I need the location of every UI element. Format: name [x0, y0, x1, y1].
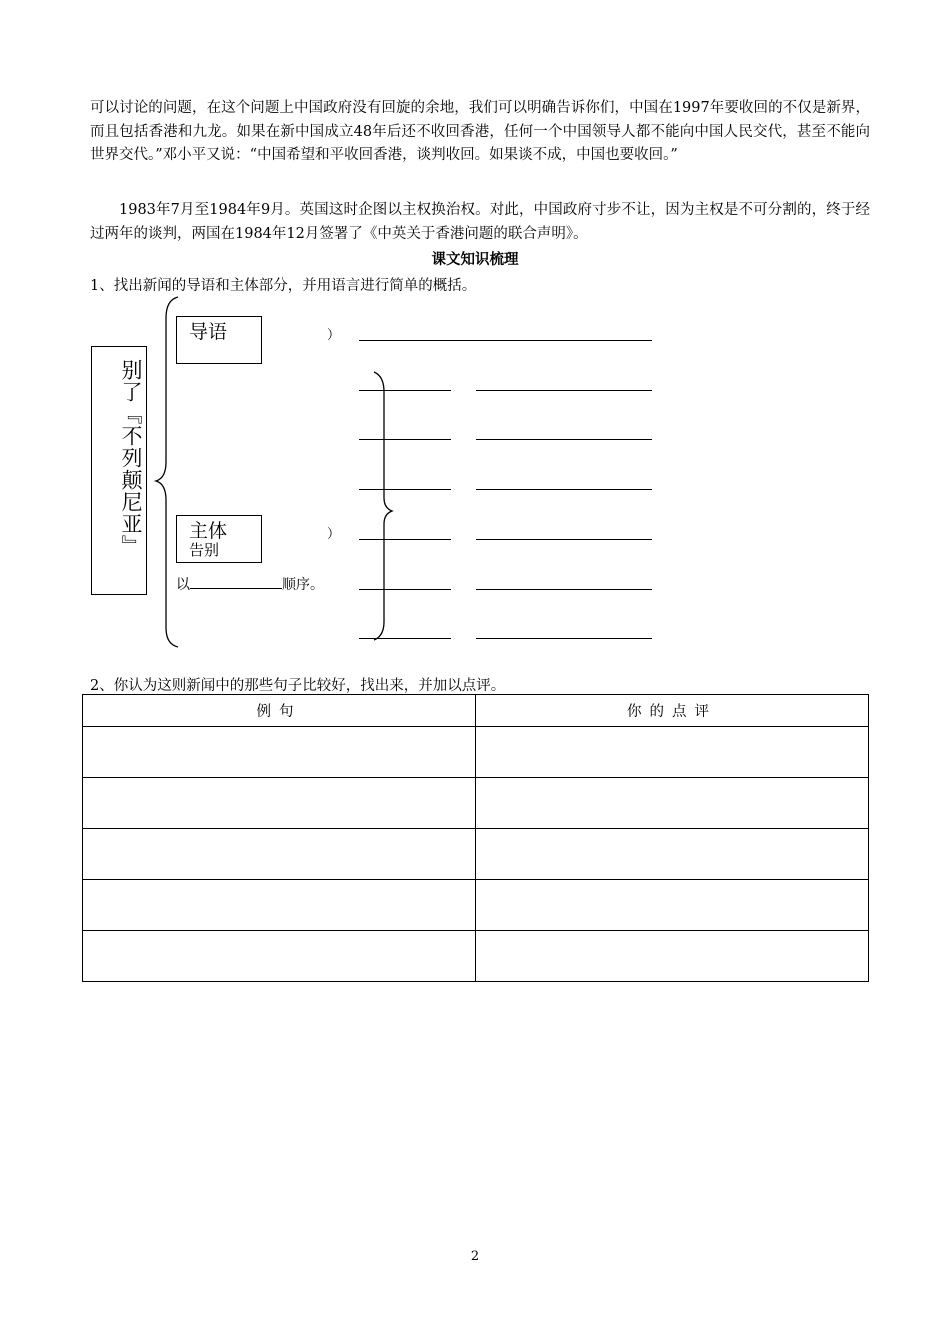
body-point-line-short[interactable] — [359, 638, 451, 639]
body-point-line-short[interactable] — [359, 539, 451, 540]
comment-cell[interactable] — [476, 931, 869, 982]
example-cell[interactable] — [83, 880, 476, 931]
lead-box — [176, 316, 262, 364]
order-prefix: 以 — [176, 577, 190, 593]
table-row — [83, 931, 869, 982]
example-cell[interactable] — [83, 778, 476, 829]
order-line — [176, 574, 324, 594]
body-point-line-long[interactable] — [476, 390, 652, 391]
body-label: 主体 — [189, 520, 228, 542]
body-box — [176, 515, 262, 563]
page-number: 2 — [470, 1249, 480, 1264]
order-suffix: 顺序。 — [282, 577, 324, 593]
review-table — [82, 694, 869, 982]
body-point-line-long[interactable] — [476, 638, 652, 639]
table-row — [83, 778, 869, 829]
col-example-header: 例句 — [83, 695, 476, 727]
body-point-line-short[interactable] — [359, 589, 451, 590]
body-point-line-long[interactable] — [476, 439, 652, 440]
title-vertical-text: 别了『不列颠尼亚』 — [119, 359, 143, 557]
comment-cell[interactable] — [476, 727, 869, 778]
body-point-line-long[interactable] — [476, 589, 652, 590]
example-cell[interactable] — [83, 931, 476, 982]
table-header-row — [83, 695, 869, 727]
lead-label: 导语 — [189, 321, 228, 343]
body-paren: ） — [327, 527, 341, 542]
order-blank[interactable] — [190, 574, 282, 589]
table-row — [83, 880, 869, 931]
question-2: 2、你认为这则新闻中的那些句子比较好，找出来，并加以点评。 — [90, 678, 506, 694]
comment-cell[interactable] — [476, 880, 869, 931]
body-point-line-short[interactable] — [359, 390, 451, 391]
body-point-line-short[interactable] — [359, 489, 451, 490]
table-row — [83, 727, 869, 778]
section-heading: 课文知识梳理 — [431, 251, 519, 268]
paragraph-2: 1983年7月至1984年9月。英国这时企图以主权换治权。对此，中国政府寸步不让，因为主权是不可分割的，终于经过两年的谈判，两国在1984年12月签署了《中英关于香港问题的联合声明》。 — [90, 202, 870, 242]
lead-answer-line[interactable] — [359, 340, 652, 341]
body-point-line-long[interactable] — [476, 539, 652, 540]
comment-cell[interactable] — [476, 829, 869, 880]
table-row — [83, 829, 869, 880]
body-sublabel: 告别 — [189, 541, 220, 559]
body-point-line-short[interactable] — [359, 439, 451, 440]
paragraph-1: 可以讨论的问题，在这个问题上中国政府没有回旋的余地，我们可以明确告诉你们，中国在1997年要收回的不仅是新界，而且包括香港和九龙。如果在新中国成立48年后还不收回香港，任何一个中国领导人都不能向中国人民交代，甚至不能向世界交代。”邓小平又说：“中国希望和平收回香港，谈判收回。如果谈不成，中国也要收回。” — [90, 100, 870, 163]
big-left-brace — [156, 297, 178, 647]
col-comment-header: 你的点评 — [476, 695, 869, 727]
body-point-line-long[interactable] — [476, 489, 652, 490]
comment-cell[interactable] — [476, 778, 869, 829]
example-cell[interactable] — [83, 829, 476, 880]
example-cell[interactable] — [83, 727, 476, 778]
right-brace — [374, 372, 392, 640]
title-vertical-box — [91, 346, 147, 595]
lead-paren: ） — [327, 328, 341, 343]
question-1: 1、找出新闻的导语和主体部分，并用语言进行简单的概括。 — [90, 278, 477, 294]
